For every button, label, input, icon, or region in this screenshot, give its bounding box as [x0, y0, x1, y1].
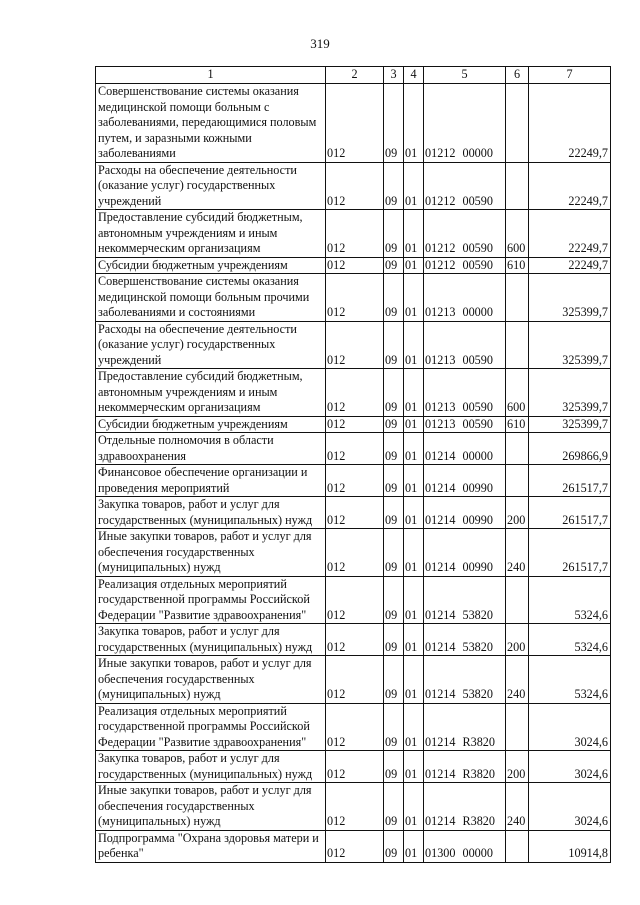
section-code: 09	[384, 274, 404, 322]
table-row	[96, 369, 611, 417]
table-row	[96, 321, 611, 369]
table-row	[96, 162, 611, 210]
row-name: Иные закупки товаров, работ и услуг для обеспечения государственных (муниципальных) нужд	[96, 783, 326, 831]
target-article-code	[424, 416, 506, 433]
section-code: 09	[384, 257, 404, 274]
table-row	[96, 497, 611, 529]
section-code: 09	[384, 369, 404, 417]
expense-type-code	[506, 576, 529, 624]
program-code: 01214	[425, 687, 456, 701]
header-cell-6: 6	[506, 67, 529, 84]
ministry-code: 012	[326, 624, 384, 656]
direction-code: 00000	[462, 146, 493, 160]
subsection-code: 01	[404, 830, 424, 862]
target-article-code	[424, 210, 506, 258]
section-code: 09	[384, 433, 404, 465]
section-code: 09	[384, 576, 404, 624]
program-code: 01213	[425, 352, 456, 367]
direction-code: 00590	[462, 352, 493, 367]
subsection-code: 01	[404, 210, 424, 258]
target-article-code	[424, 529, 506, 577]
table-row	[96, 624, 611, 656]
program-code: 01214	[425, 766, 456, 781]
table-row	[96, 84, 611, 163]
table-row	[96, 703, 611, 751]
expense-type-code: 200	[506, 751, 529, 783]
table-row	[96, 257, 611, 274]
amount: 22249,7	[529, 210, 611, 258]
direction-code: 00990	[462, 512, 493, 527]
program-code: 01214	[425, 512, 456, 527]
ministry-code: 012	[326, 257, 384, 274]
expense-type-code: 240	[506, 783, 529, 831]
section-code: 09	[384, 210, 404, 258]
row-name: Финансовое обеспечение организации и проведения мероприятий	[96, 465, 326, 497]
target-article-code	[424, 257, 506, 274]
row-name: Закупка товаров, работ и услуг для государственных (муниципальных) нужд	[96, 624, 326, 656]
amount: 261517,7	[529, 465, 611, 497]
direction-code: 00590	[462, 400, 493, 414]
header-cell-5: 5	[424, 67, 506, 84]
expense-type-code	[506, 84, 529, 163]
program-code: 01300	[425, 846, 456, 860]
expense-type-code: 240	[506, 656, 529, 704]
row-name: Закупка товаров, работ и услуг для государственных (муниципальных) нужд	[96, 751, 326, 783]
header-cell-4: 4	[404, 67, 424, 84]
row-name: Отдельные полномочия в области здравоохранения	[96, 433, 326, 465]
target-article-code	[424, 497, 506, 529]
amount: 261517,7	[529, 529, 611, 577]
program-code: 01214	[425, 560, 456, 574]
row-name: Предоставление субсидий бюджетным, автономным учреждениям и иным некоммерческим организациям	[96, 210, 326, 258]
table-row	[96, 529, 611, 577]
ministry-code: 012	[326, 830, 384, 862]
row-name: Иные закупки товаров, работ и услуг для обеспечения государственных (муниципальных) нужд	[96, 529, 326, 577]
row-name: Реализация отдельных мероприятий государственной программы Российской Федерации "Развитие здравоохранения"	[96, 576, 326, 624]
program-code: 01213	[425, 416, 456, 431]
section-code: 09	[384, 656, 404, 704]
expense-type-code: 600	[506, 210, 529, 258]
expense-type-code: 610	[506, 257, 529, 274]
ministry-code: 012	[326, 751, 384, 783]
program-code: 01214	[425, 480, 456, 495]
row-name: Расходы на обеспечение деятельности (оказание услуг) государственных учреждений	[96, 321, 326, 369]
ministry-code: 012	[326, 84, 384, 163]
ministry-code: 012	[326, 369, 384, 417]
amount: 325399,7	[529, 321, 611, 369]
subsection-code: 01	[404, 624, 424, 656]
direction-code: 00590	[462, 416, 493, 431]
direction-code: 00590	[462, 241, 493, 255]
direction-code: 00590	[462, 193, 493, 208]
row-name: Подпрограмма "Охрана здоровья матери и ребенка"	[96, 830, 326, 862]
ministry-code: 012	[326, 210, 384, 258]
target-article-code	[424, 624, 506, 656]
program-code: 01214	[425, 448, 456, 463]
direction-code: 53820	[462, 607, 493, 622]
expense-type-code	[506, 830, 529, 862]
ministry-code: 012	[326, 703, 384, 751]
table-row	[96, 465, 611, 497]
subsection-code: 01	[404, 162, 424, 210]
amount: 22249,7	[529, 84, 611, 163]
expense-type-code: 610	[506, 416, 529, 433]
section-code: 09	[384, 84, 404, 163]
subsection-code: 01	[404, 321, 424, 369]
subsection-code: 01	[404, 751, 424, 783]
ministry-code: 012	[326, 576, 384, 624]
row-name: Расходы на обеспечение деятельности (оказание услуг) государственных учреждений	[96, 162, 326, 210]
table-row	[96, 830, 611, 862]
expense-type-code: 200	[506, 497, 529, 529]
ministry-code: 012	[326, 783, 384, 831]
row-name: Закупка товаров, работ и услуг для государственных (муниципальных) нужд	[96, 497, 326, 529]
header-row	[96, 67, 611, 84]
subsection-code: 01	[404, 433, 424, 465]
expense-type-code: 240	[506, 529, 529, 577]
amount: 261517,7	[529, 497, 611, 529]
program-code: 01213	[425, 305, 456, 319]
section-code: 09	[384, 529, 404, 577]
subsection-code: 01	[404, 576, 424, 624]
target-article-code	[424, 751, 506, 783]
ministry-code: 012	[326, 321, 384, 369]
header-cell-3: 3	[384, 67, 404, 84]
direction-code: 00990	[462, 560, 493, 574]
table-row	[96, 274, 611, 322]
section-code: 09	[384, 465, 404, 497]
target-article-code	[424, 274, 506, 322]
section-code: 09	[384, 830, 404, 862]
row-name: Субсидии бюджетным учреждениям	[96, 257, 326, 274]
amount: 3024,6	[529, 703, 611, 751]
table-row	[96, 656, 611, 704]
subsection-code: 01	[404, 656, 424, 704]
amount: 3024,6	[529, 751, 611, 783]
target-article-code	[424, 783, 506, 831]
section-code: 09	[384, 703, 404, 751]
target-article-code	[424, 703, 506, 751]
direction-code: 00000	[462, 448, 493, 463]
program-code: 01214	[425, 639, 456, 654]
subsection-code: 01	[404, 529, 424, 577]
target-article-code	[424, 830, 506, 862]
row-name: Иные закупки товаров, работ и услуг для обеспечения государственных (муниципальных) нужд	[96, 656, 326, 704]
subsection-code: 01	[404, 369, 424, 417]
program-code: 01214	[425, 814, 456, 828]
expense-type-code	[506, 274, 529, 322]
section-code: 09	[384, 162, 404, 210]
ministry-code: 012	[326, 433, 384, 465]
expense-type-code	[506, 433, 529, 465]
table-row	[96, 416, 611, 433]
row-name: Совершенствование системы оказания медицинской помощи больным прочими заболеваниями и состояниями	[96, 274, 326, 322]
section-code: 09	[384, 624, 404, 656]
expense-type-code	[506, 465, 529, 497]
target-article-code	[424, 321, 506, 369]
amount: 5324,6	[529, 656, 611, 704]
header-cell-1: 1	[96, 67, 326, 84]
expense-type-code: 600	[506, 369, 529, 417]
ministry-code: 012	[326, 497, 384, 529]
header-cell-2: 2	[326, 67, 384, 84]
ministry-code: 012	[326, 162, 384, 210]
header-cell-7: 7	[529, 67, 611, 84]
amount: 325399,7	[529, 274, 611, 322]
expense-type-code	[506, 321, 529, 369]
subsection-code: 01	[404, 703, 424, 751]
table-row	[96, 433, 611, 465]
subsection-code: 01	[404, 274, 424, 322]
table-row	[96, 751, 611, 783]
table-row	[96, 576, 611, 624]
target-article-code	[424, 433, 506, 465]
program-code: 01212	[425, 193, 456, 208]
subsection-code: 01	[404, 257, 424, 274]
target-article-code	[424, 576, 506, 624]
amount: 22249,7	[529, 257, 611, 274]
amount: 325399,7	[529, 416, 611, 433]
program-code: 01214	[425, 607, 456, 622]
amount: 22249,7	[529, 162, 611, 210]
target-article-code	[424, 84, 506, 163]
direction-code: R3820	[462, 814, 495, 828]
target-article-code	[424, 369, 506, 417]
row-name: Совершенствование системы оказания медицинской помощи больным с заболеваниями, передающимися половым путем, и заразными кожными заболеваниями	[96, 84, 326, 163]
table-row	[96, 210, 611, 258]
amount: 269866,9	[529, 433, 611, 465]
section-code: 09	[384, 321, 404, 369]
target-article-code	[424, 656, 506, 704]
subsection-code: 01	[404, 465, 424, 497]
direction-code: 53820	[462, 639, 493, 654]
ministry-code: 012	[326, 656, 384, 704]
program-code: 01212	[425, 257, 456, 272]
ministry-code: 012	[326, 274, 384, 322]
subsection-code: 01	[404, 497, 424, 529]
direction-code: R3820	[462, 766, 495, 781]
table-row	[96, 783, 611, 831]
amount: 325399,7	[529, 369, 611, 417]
section-code: 09	[384, 783, 404, 831]
ministry-code: 012	[326, 416, 384, 433]
target-article-code	[424, 465, 506, 497]
page-number: 319	[310, 36, 330, 51]
row-name: Предоставление субсидий бюджетным, автономным учреждениям и иным некоммерческим организациям	[96, 369, 326, 417]
direction-code: 00000	[462, 846, 493, 860]
expense-type-code: 200	[506, 624, 529, 656]
amount: 3024,6	[529, 783, 611, 831]
amount: 5324,6	[529, 624, 611, 656]
direction-code: 53820	[462, 687, 493, 701]
direction-code: 00990	[462, 480, 493, 495]
direction-code: R3820	[462, 734, 495, 749]
amount: 5324,6	[529, 576, 611, 624]
direction-code: 00590	[462, 257, 493, 272]
target-article-code	[424, 162, 506, 210]
program-code: 01212	[425, 241, 456, 255]
section-code: 09	[384, 497, 404, 529]
section-code: 09	[384, 416, 404, 433]
program-code: 01213	[425, 400, 456, 414]
amount: 10914,8	[529, 830, 611, 862]
subsection-code: 01	[404, 416, 424, 433]
subsection-code: 01	[404, 84, 424, 163]
section-code: 09	[384, 751, 404, 783]
ministry-code: 012	[326, 529, 384, 577]
expense-type-code	[506, 703, 529, 751]
program-code: 01214	[425, 734, 456, 749]
direction-code: 00000	[462, 305, 493, 319]
row-name: Реализация отдельных мероприятий государственной программы Российской Федерации "Развитие здравоохранения"	[96, 703, 326, 751]
ministry-code: 012	[326, 465, 384, 497]
program-code: 01212	[425, 146, 456, 160]
subsection-code: 01	[404, 783, 424, 831]
row-name: Субсидии бюджетным учреждениям	[96, 416, 326, 433]
expense-type-code	[506, 162, 529, 210]
budget-table	[95, 66, 611, 863]
